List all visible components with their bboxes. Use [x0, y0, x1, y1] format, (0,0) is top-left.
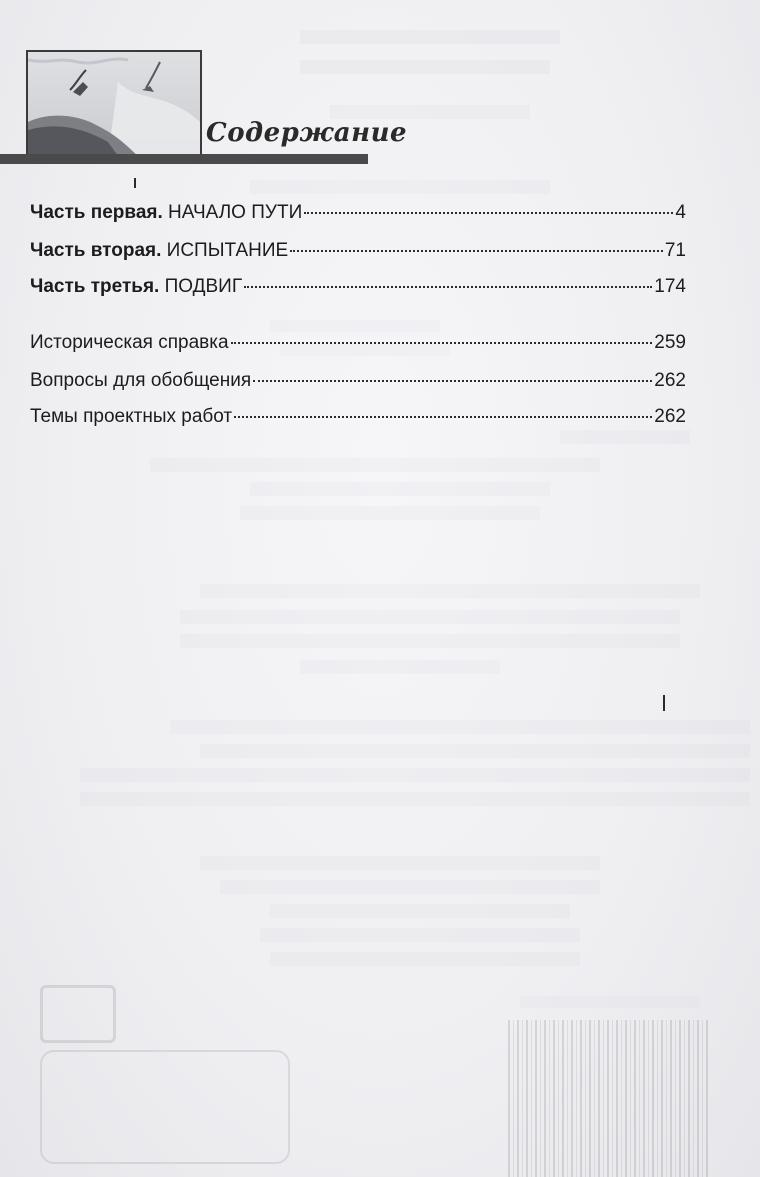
bleed-through-text	[260, 928, 580, 942]
toc-entry-historical-note	[30, 332, 686, 356]
dot-leader	[244, 285, 652, 288]
toc-entry-label: Историческая справка	[30, 332, 229, 353]
toc-entry-part-3	[30, 276, 686, 300]
toc-page-number: 71	[664, 240, 686, 261]
toc-entry-review-questions	[30, 370, 686, 394]
bleed-through-text	[560, 430, 690, 444]
toc-entry-part-2	[30, 240, 686, 264]
toc-page-number: 262	[654, 406, 686, 427]
dot-leader	[290, 249, 663, 252]
bleed-through-text	[150, 458, 600, 472]
bleed-through-text	[180, 610, 680, 624]
bleed-through-text	[200, 744, 750, 758]
bleed-through-text	[520, 996, 700, 1008]
print-mark	[134, 178, 136, 188]
toc-page-number: 174	[654, 276, 686, 297]
seagulls-cliff-image	[28, 52, 200, 156]
barcode-bleed	[508, 1020, 708, 1177]
bleed-through-text	[300, 30, 560, 44]
toc-title: Содержание	[206, 118, 408, 148]
toc-entry-label: Темы проектных работ	[30, 406, 233, 427]
bleed-through-text	[270, 320, 440, 332]
bleed-through-text	[300, 660, 500, 674]
bleed-through-text	[250, 482, 550, 496]
bleed-through-text	[80, 768, 750, 782]
imprint-box-bleed	[40, 1050, 290, 1164]
bleed-through-text	[330, 105, 530, 119]
toc-entry-part-1	[30, 202, 686, 226]
bleed-through-text	[240, 506, 540, 520]
header-illustration	[26, 50, 202, 158]
toc-page-number: 262	[654, 370, 686, 391]
eac-mark-bleed	[40, 985, 116, 1043]
bleed-through-text	[200, 856, 600, 870]
bleed-through-text	[300, 60, 550, 74]
toc-entry-label: Вопросы для обобщения	[30, 370, 252, 391]
toc-entry-label: Часть вторая. ИСПЫТАНИЕ	[30, 240, 289, 261]
toc-page-number: 259	[654, 332, 686, 353]
toc-entry-label: Часть третья. ПОДВИГ	[30, 276, 243, 297]
dot-leader	[253, 379, 652, 382]
toc-entry-label: Часть первая. НАЧАЛО ПУТИ	[30, 202, 303, 223]
bleed-through-text	[80, 792, 750, 806]
bleed-through-text	[250, 180, 550, 194]
bleed-through-text	[200, 584, 700, 598]
header-rule	[0, 154, 368, 164]
toc-entry-project-topics	[30, 406, 686, 430]
bleed-through-text	[270, 904, 570, 918]
print-mark	[663, 695, 665, 711]
bleed-through-text	[170, 720, 750, 734]
dot-leader	[304, 211, 673, 214]
bleed-through-text	[220, 880, 600, 894]
dot-leader	[231, 341, 653, 344]
dot-leader	[234, 415, 652, 418]
bleed-through-text	[180, 634, 680, 648]
bleed-through-text	[270, 952, 580, 966]
toc-page-number: 4	[675, 202, 686, 223]
